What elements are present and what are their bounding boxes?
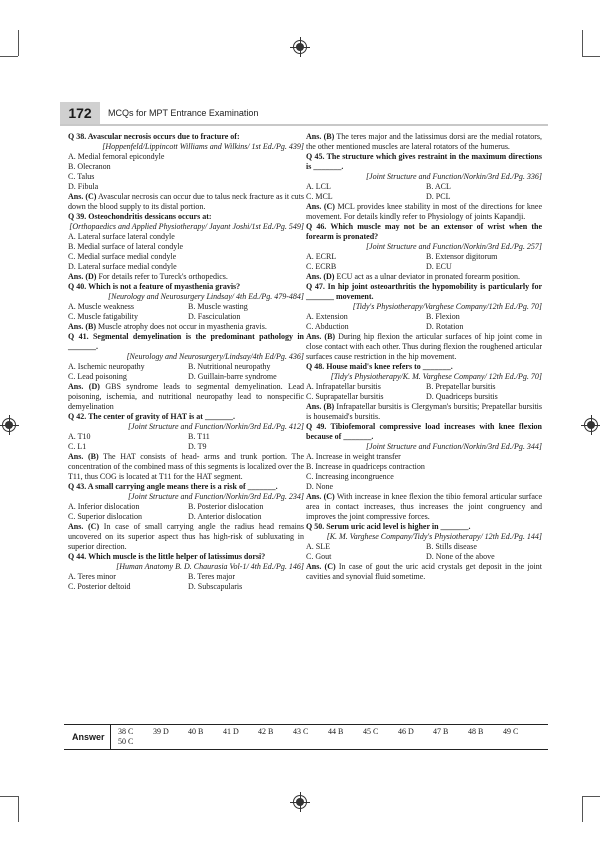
option-item: C. ECRB — [306, 262, 337, 271]
answer-label: Ans. (B) — [68, 452, 99, 461]
crop-mark — [582, 796, 583, 822]
option-item: D. Fasciculation — [188, 312, 241, 321]
reference-citation: [Joint Structure and Function/Norkin/3rd Ed./Pg. 412] — [127, 422, 304, 431]
answer-key-item: 49 C — [503, 727, 519, 736]
question-block — [306, 132, 542, 152]
answer-explanation — [306, 402, 542, 422]
option-item: C. Gout — [306, 552, 332, 561]
option-item: B. Teres major — [188, 572, 236, 581]
option-item: D. None — [306, 482, 334, 491]
answer-key-label: Answer — [72, 732, 105, 742]
option-item: D. Lateral surface medial condyle — [68, 262, 177, 271]
option-item: A. LCL — [306, 182, 331, 191]
answer-text: In case of small carrying angle the radius head remains uncovered on its superior aspect thus has high-risk of subluxating in superior direction. — [68, 522, 304, 551]
crop-mark — [18, 796, 19, 822]
option-item: A. Extension — [306, 312, 348, 321]
option-item: D. None of the above — [426, 552, 495, 561]
option-item: D. Guillain-barre syndrome — [188, 372, 277, 381]
question-block — [306, 222, 542, 282]
option-item: D. T9 — [188, 442, 207, 451]
crop-mark — [0, 796, 18, 797]
answer-explanation — [68, 522, 304, 552]
answer-text: With increase in knee flexion the tibio femoral articular surface area in contact increases, thus increases the joint congruency and improves the joint compressive forces. — [306, 492, 542, 521]
option-item: D. Anterior dislocation — [188, 512, 262, 521]
header-rule — [60, 124, 548, 126]
answer-label: Ans. (D) — [306, 272, 335, 281]
question-block — [68, 212, 304, 282]
reference-citation: [Joint Structure and Function/Norkin/3rd Ed./Pg. 257] — [365, 242, 542, 251]
question-block — [68, 412, 304, 482]
crop-mark — [582, 56, 600, 57]
question-text: Q 42. The center of gravity of HAT is at _______. — [68, 412, 235, 421]
answer-text: The teres major and the latissimus dorsi are the medial rotators, the other mentioned muscles are lateral rotators of the humerus. — [306, 132, 542, 151]
option-item: C. MCL — [306, 192, 333, 201]
right-column — [306, 132, 542, 582]
answer-text: Muscle atrophy does not occur in myasthenia gravis. — [98, 322, 267, 331]
option-item: B. Stills disease — [426, 542, 477, 551]
answer-explanation — [306, 202, 542, 222]
answer-key-divider — [110, 725, 111, 749]
option-item: B. Olecranon — [68, 162, 111, 171]
answer-key-item: 40 B — [188, 727, 204, 736]
options-list — [306, 452, 542, 492]
option-item: C. Increasing incongruence — [306, 472, 394, 481]
reference-citation: [Neurology and Neurosurgery Lindsay/ 4th Ed./Pg. 479-484] — [108, 292, 304, 301]
answer-explanation — [306, 272, 542, 282]
question-block — [306, 152, 542, 222]
question-text: Q 48. House maid's knee refers to _______. — [306, 362, 453, 371]
question-block — [306, 522, 542, 582]
question-text: Q 44. Which muscle is the little helper of latissimus dorsi? — [68, 552, 266, 561]
question-text: Q 43. A small carrying angle means there is a risk of _______. — [68, 482, 278, 491]
answer-explanation — [68, 272, 304, 282]
registration-mark-icon — [293, 795, 307, 809]
option-item: B. ACL — [426, 182, 451, 191]
option-item: A. SLE — [306, 542, 330, 551]
question-text: Q 50. Serum uric acid level is higher in _______. — [306, 522, 471, 531]
reference-citation: [Joint Structure and Function/Norkin/3rd Ed./Pg. 234] — [127, 492, 304, 501]
question-text: Q 41. Segmental demyelination is the predominant pathology in _______. — [68, 332, 304, 351]
reference-citation: [Hoppenfeld/Lippincott Williams and Wilkins/ 1st Ed./Pg. 439] — [102, 142, 304, 151]
answer-key-item: 41 D — [223, 727, 239, 736]
option-item: C. L1 — [68, 442, 87, 451]
option-item: B. Flexion — [426, 312, 460, 321]
answer-key-bar — [64, 724, 548, 750]
question-text: Q 49. Tibiofemoral compressive load increases with knee flexion because of _______. — [306, 422, 542, 441]
crop-mark — [0, 56, 18, 57]
answer-key-item: 50 C — [118, 737, 134, 746]
question-block — [68, 332, 304, 412]
options-list — [68, 232, 304, 272]
option-item: C. Talus — [68, 172, 95, 181]
answer-label: Ans. (C) — [68, 522, 100, 531]
answer-key-item: 45 C — [363, 727, 379, 736]
answer-key-item: 44 B — [328, 727, 344, 736]
registration-mark-icon — [584, 418, 598, 432]
answer-explanation — [306, 132, 542, 152]
answer-label: Ans. (C) — [68, 192, 97, 201]
answer-key-item: 47 B — [433, 727, 449, 736]
question-text: Q 47. In hip joint osteoarthritis the hypomobility is particularly for _______ movement. — [306, 282, 542, 301]
reference-citation: [Tidy's Physiotherapy/K. M. Varghese Company/ 12th Ed./Pg. 70] — [330, 372, 542, 381]
option-item: A. Teres minor — [68, 572, 116, 581]
question-block — [306, 422, 542, 522]
crop-mark — [18, 30, 19, 56]
option-item: C. Superior dislocation — [68, 512, 142, 521]
question-text: Q 46. Which muscle may not be an extensor of wrist when the forearm is pronated? — [306, 222, 542, 241]
answer-text: Avascular necrosis can occur due to talus neck fracture as it cuts down the blood supply to its distal portion. — [68, 192, 304, 211]
option-item: D. Rotation — [426, 322, 464, 331]
option-item: D. Subscapularis — [188, 582, 243, 591]
answer-label: Ans. (C) — [306, 492, 335, 501]
options-list — [68, 362, 304, 382]
answer-label: Ans. (B) — [306, 332, 336, 341]
option-item: B. Prepatellar bursitis — [426, 382, 496, 391]
question-text: Q 40. Which is not a feature of myasthenia gravis? — [68, 282, 241, 291]
answer-explanation — [306, 562, 542, 582]
answer-text: ECU act as a ulnar deviator in pronated forearm position. — [336, 272, 520, 281]
answer-explanation — [68, 452, 304, 482]
answer-label: Ans. (D) — [68, 272, 97, 281]
answer-text: In case of gout the uric acid crystals get deposit in the joint cavities and synovial fluid sometime. — [306, 562, 542, 581]
page-header — [60, 102, 548, 124]
options-list — [306, 252, 542, 272]
option-item: C. Medial surface medial condyle — [68, 252, 177, 261]
answer-explanation — [68, 382, 304, 412]
option-item: A. Medial femoral epicondyle — [68, 152, 165, 161]
page-number: 172 — [60, 102, 100, 124]
option-item: C. Lead poisoning — [68, 372, 127, 381]
option-item: B. Medial surface of lateral condyle — [68, 242, 184, 251]
option-item: A. T10 — [68, 432, 91, 441]
answer-text: MCL provides knee stability in most of the directions for knee movement. For details kindly refer to Physiology of joints Kapandji. — [306, 202, 542, 221]
answer-explanation — [68, 322, 304, 332]
option-item: D. Quadriceps bursitis — [426, 392, 498, 401]
options-list — [68, 502, 304, 522]
option-item: C. Abduction — [306, 322, 349, 331]
running-title: MCQs for MPT Entrance Examination — [108, 108, 259, 118]
option-item: B. Increase in quadriceps contraction — [306, 462, 425, 471]
option-item: A. Lateral surface lateral condyle — [68, 232, 175, 241]
option-item: D. Fibula — [68, 182, 99, 191]
reference-citation: [Orthopaedics and Applied Physiotherapy/ Jayant Joshi/1st Ed./Pg. 549] — [69, 222, 304, 231]
option-item: A. ECRL — [306, 252, 337, 261]
answer-key-item: 43 C — [293, 727, 309, 736]
option-item: A. Muscle weakness — [68, 302, 134, 311]
options-list — [306, 382, 542, 402]
answer-text: Infrapatellar bursitis is Clergyman's bursitis; Prepatellar bursitis is housemaid's bursitis. — [306, 402, 542, 421]
reference-citation: [Tidy's Physiotherapy/Varghese Company/12th Ed./Pg. 70] — [352, 302, 542, 311]
crop-mark — [582, 30, 583, 56]
registration-mark-icon — [2, 418, 16, 432]
options-list — [68, 572, 304, 592]
question-text: Q 39. Osteochondritis dessicans occurs at: — [68, 212, 212, 221]
options-list — [306, 312, 542, 332]
crop-mark — [582, 796, 600, 797]
options-list — [68, 152, 304, 192]
answer-key-item: 46 D — [398, 727, 414, 736]
reference-citation: [Joint Structure and Function/Norkin/3rd Ed./Pg. 344] — [365, 442, 542, 451]
option-item: A. Inferior dislocation — [68, 502, 140, 511]
option-item: C. Suprapatellar bursitis — [306, 392, 384, 401]
answer-key-item: 42 B — [258, 727, 274, 736]
answer-text: GBS syndrome leads to segmental demyelination. Lead poisoning, ischemia, and nutritional neuropathy lead to nonspecific demyelination — [68, 382, 305, 411]
answer-text: For details refer to Tureck's orthopedics. — [98, 272, 228, 281]
answer-explanation — [306, 332, 542, 362]
answer-key-item: 39 D — [153, 727, 169, 736]
option-item: A. Increase in weight transfer — [306, 452, 401, 461]
option-item: D. ECU — [426, 262, 452, 271]
answer-key-item: 38 C — [118, 727, 134, 736]
option-item: A. Ischemic neuropathy — [68, 362, 145, 371]
option-item: D. PCL — [426, 192, 451, 201]
question-block — [306, 362, 542, 422]
answer-text: During hip flexion the articular surfaces of hip joint come in close contact with each other. Thus during flexion the roughened articular surfaces cause restriction in the hip movement. — [306, 332, 542, 361]
option-item: B. Extensor digitorum — [426, 252, 498, 261]
registration-mark-icon — [293, 40, 307, 54]
answer-label: Ans. (B) — [306, 132, 335, 141]
answer-label: Ans. (B) — [68, 322, 97, 331]
option-item: A. Infrapatellar bursitis — [306, 382, 381, 391]
question-text: Q 45. The structure which gives restraint in the maximum directions is _______. — [306, 152, 542, 171]
question-block — [68, 282, 304, 332]
reference-citation: [Human Anatomy B. D. Chaurasia Vol-1/ 4th Ed./Pg. 146] — [116, 562, 304, 571]
option-item: B. Muscle wasting — [188, 302, 248, 311]
options-list — [68, 432, 304, 452]
answer-key-item: 48 B — [468, 727, 484, 736]
answer-explanation — [68, 192, 304, 212]
answer-label: Ans. (D) — [68, 382, 100, 391]
option-item: B. Posterior dislocation — [188, 502, 264, 511]
left-column — [68, 132, 304, 592]
question-block — [68, 132, 304, 212]
reference-citation: [Joint Structure and Function/Norkin/3rd Ed./Pg. 336] — [365, 172, 542, 181]
option-item: B. T11 — [188, 432, 210, 441]
question-block — [68, 482, 304, 552]
question-block — [68, 552, 304, 592]
question-block — [306, 282, 542, 362]
options-list — [306, 182, 542, 202]
answer-explanation — [306, 492, 542, 522]
answer-label: Ans. (B) — [306, 402, 335, 411]
answer-text: The HAT consists of head- arms and trunk portion. The concentration of the combined mass of this segments is localized over the T11, thus COG is located at T11 for the HAT segment. — [68, 452, 304, 481]
reference-citation: [K. M. Varghese Company/Tidy's Physiotherapy/ 12th Ed./Pg. 144] — [326, 532, 542, 541]
options-list — [306, 542, 542, 562]
reference-citation: [Neurology and Neurosurgery/Lindsay/4th Ed/Pg. 436] — [126, 352, 304, 361]
option-item: C. Posterior deltoid — [68, 582, 131, 591]
options-list — [68, 302, 304, 322]
question-text: Q 38. Avascular necrosis occurs due to fracture of: — [68, 132, 240, 141]
option-item: C. Muscle fatigability — [68, 312, 138, 321]
answer-label: Ans. (C) — [306, 562, 336, 571]
answer-label: Ans. (C) — [306, 202, 335, 211]
answer-key-list — [118, 727, 548, 747]
option-item: B. Nutritional neuropathy — [188, 362, 271, 371]
